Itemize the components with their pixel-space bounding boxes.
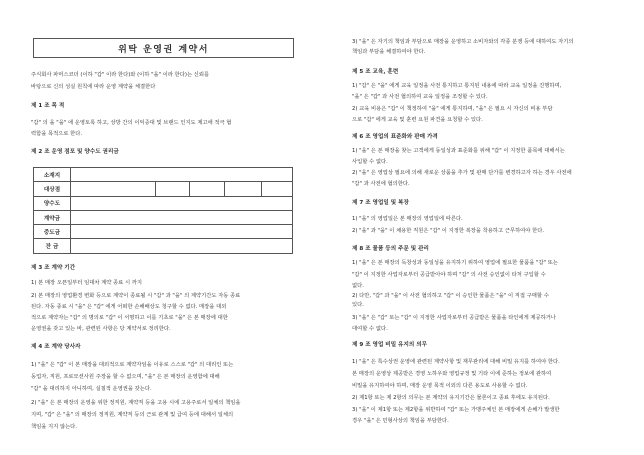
paragraph-line: 바탕으로 신의 성실 원칙에 따라 운영 계약을 체결한다 xyxy=(31,84,156,90)
section-heading: 제 7 조 영업일 및 복장 xyxy=(352,200,409,206)
table-cell xyxy=(190,182,225,196)
table-label: 양수도 xyxy=(34,196,71,210)
table-row xyxy=(34,168,293,182)
paragraph-line: "갑" 의 을 "을" 에 운영토록 하고, 상방 간의 이익증대 및 브랜드 인지도 제고에 적극 협 xyxy=(31,120,232,126)
table-row xyxy=(34,225,293,239)
paragraph-line: 대여할 수 없다. xyxy=(352,326,388,332)
paragraph-line: 지며, "갑" 은 "을" 의 매장의 정직원, 계약직 등의 근로 관계 및 급여 등에 대해서 일체의 xyxy=(31,412,234,418)
table-cell xyxy=(156,182,190,196)
paragraph-line: "갑" 과 사전에 협의한다. xyxy=(352,181,410,187)
table-cell xyxy=(71,168,293,182)
paragraph-line: 비밀을 유지하여야 하며, 매장 운영 목적 이외의 다른 용도로 사용할 수 없다. xyxy=(352,383,528,389)
store-info-table xyxy=(33,167,293,254)
paragraph-line: 1) "갑" 은 "을" 에게 교육 일정을 사전 통지하고 통지된 내용에 따라 교육 일정을 진행하며, xyxy=(352,83,562,89)
paragraph-line: 책임과 부담을 해결하여야 한다. xyxy=(352,49,426,55)
table-label: 중도금 xyxy=(34,225,71,239)
table-cell xyxy=(71,182,156,196)
paragraph-line: 3) "을" 은 자기의 책임과 부담으로 매장을 운영하고 소비자와의 각종 분쟁 등에 대하여도 자기의 xyxy=(352,39,574,45)
section-heading: 제 9 조 영업 비밀 유지의 의무 xyxy=(352,342,428,348)
paragraph-line: 2) 제1항 또는 제 2항의 의무는 본 계약의 유지기간은 물론이고 종료 후에도 유지된다. xyxy=(352,395,550,401)
table-row xyxy=(34,196,293,210)
table-label: 계약금 xyxy=(34,210,71,224)
table-cell xyxy=(71,239,293,253)
paragraph-line: 있다. xyxy=(352,302,364,308)
paragraph-line: 력함을 목적으로 한다. xyxy=(31,131,83,137)
table-cell xyxy=(225,182,262,196)
table-cell xyxy=(262,182,293,196)
table-label: 대상점 xyxy=(34,182,71,196)
section-heading: 제 5 조 교육, 훈련 xyxy=(352,69,399,75)
section-heading: 제 1 조 목 적 xyxy=(31,103,65,109)
table-label: 소재지 xyxy=(34,168,71,182)
paragraph-line: 1) "을" 은 본 매장을 찾는 고객에게 동일성과 표준화를 위해 "갑" 이 지정한 품목에 대해서는 xyxy=(352,148,565,154)
paragraph-line: "갑" 이 지정한 사업자로부터 공급받아야 하며 "갑" 의 사전 승인없이 타처 구입할 수 xyxy=(352,272,546,278)
section-heading: 제 3 조 계약 기간 xyxy=(31,265,76,271)
paragraph-line: 으로 "갑" 에게 교육 및 훈련 요원 파견을 요청할 수 있다. xyxy=(352,117,483,123)
paragraph-line: 책임을 지지 않는다. xyxy=(31,424,77,430)
paragraph-line: 본 매장의 운영상 제공받은 경영 노하우와 영업규정 및 기타 이에 준하는 정보에 관하여 xyxy=(352,371,552,377)
paragraph-line: 없다. xyxy=(352,283,364,289)
paragraph-line: 1) "을" 은 본 매장의 독창성과 동일성을 유지하기 위하여 영업에 필요한 물품을 "갑" 또는 xyxy=(352,260,558,266)
paragraph-line: 1) "을" 은 "갑" 이 본 매장을 대외적으로 계약자임을 이유로 스스로 "갑" 의 대리인 또는 xyxy=(31,362,234,368)
table-cell xyxy=(71,210,293,224)
paragraph-line: "갑" 을 대리하지 아니하며, 실질적 운영권을 갖는다. xyxy=(31,386,152,392)
paragraph-line: 된다. 자동 종료 시 "을" 은 "갑" 에게 어떠한 손해배상도 청구할 수 없다. 매장을 대외 xyxy=(31,304,227,310)
paragraph-line: 주식회사 파머스코더 (이하 "갑" 이라 한다)와 (이하 "을" 이라 한다)는 신뢰를 xyxy=(31,72,210,78)
paragraph-line: 2) 본 매장의 영업환경 변화 등으로 계약이 종료될 시 "갑" 과 "을" 의 계약기간도 자동 종료 xyxy=(31,293,241,299)
paragraph-line: 경우 "을" 은 민형사상의 책임을 부담한다. xyxy=(352,418,449,424)
table-row xyxy=(34,182,293,196)
table-label: 잔 금 xyxy=(34,239,71,253)
paragraph-line: 2) 교육 비용은 "갑" 이 책정하여 "을" 에게 통지하며, "을" 은 필요 시 자신의 비용 부담 xyxy=(352,106,553,112)
paragraph-line: 2) "을" 과 "을" 이 채용한 직원은 "갑" 이 지정한 복장을 착용하고 근무하여야 한다. xyxy=(352,228,545,234)
paragraph-line: 1) "을" 은 특수상권 운영에 관련된 계약사항 및 재무관리에 대해 비밀 유지를 하여야 한다. xyxy=(352,359,560,365)
table-cell xyxy=(71,225,293,239)
paragraph-line: 2) "을" 은 본 매장의 운영을 위한 정직원, 계약직 등을 고용 시에 고용주로서 일체의 책임을 xyxy=(31,400,241,406)
section-heading: 제 2 조 운영 점포 및 양수도 권리금 xyxy=(31,149,119,155)
table-row xyxy=(34,210,293,224)
section-heading: 제 4 조 계약 당사자 xyxy=(31,344,81,350)
paragraph-line: 2) "을" 은 영업상 필요에 의해 새로운 상품을 추가 및 판매 단가를 변경하고자 하는 경우 사전에 xyxy=(352,170,572,176)
paragraph-line: 1) "을" 의 영업일은 본 매장의 영업일에 따른다. xyxy=(352,216,463,222)
paragraph-line: 1) 본 매장 오픈일부터 임대차 계약 종료 시 까지 xyxy=(31,280,143,286)
table-row xyxy=(34,239,293,253)
paragraph-line: 동업자, 직원, 프로모션사원 주장을 할 수 없으며, "을" 은 본 매장의 운영함에 대해 xyxy=(31,374,220,380)
paragraph-line: 3) "을" 이 제1항 또는 제2항을 위반하여 "갑" 또는 가맹주체인 본 매장에게 손해가 발생한 xyxy=(352,407,560,413)
paragraph-line: 2) 다만, "갑" 과 "을" 이 사전 협의하고 "갑" 이 승인한 물품은 "을" 이 직접 구매할 수 xyxy=(352,293,549,299)
paragraph-line: 적으로 계약자는 "갑" 의 명의로 "갑" 이 서명하고 이를 기초로 "을" 은 본 매장에 대한 xyxy=(31,315,228,321)
paragraph-line: 3) "을" 은 "갑" 또는 "갑" 이 지정한 사업자로부터 공급받은 물품을 타인에게 제공하거나 xyxy=(352,315,556,321)
document-title: 위탁 운영권 계약서 xyxy=(33,38,294,58)
section-heading: 제 6 조 영업의 표준화와 판매 가격 xyxy=(352,134,438,140)
section-heading: 제 8 조 물품 등의 주문 및 관리 xyxy=(352,246,429,252)
table-cell xyxy=(71,196,293,210)
paragraph-line: "을" 은 "갑" 과 사전 협의하여 교육 일정을 조정할 수 있다. xyxy=(352,94,488,100)
paragraph-line: 운영권을 갖고 있는 바, 관련된 사항은 당 계약서로 정리한다. xyxy=(31,326,171,332)
paragraph-line: 사입할 수 없다. xyxy=(352,159,388,165)
